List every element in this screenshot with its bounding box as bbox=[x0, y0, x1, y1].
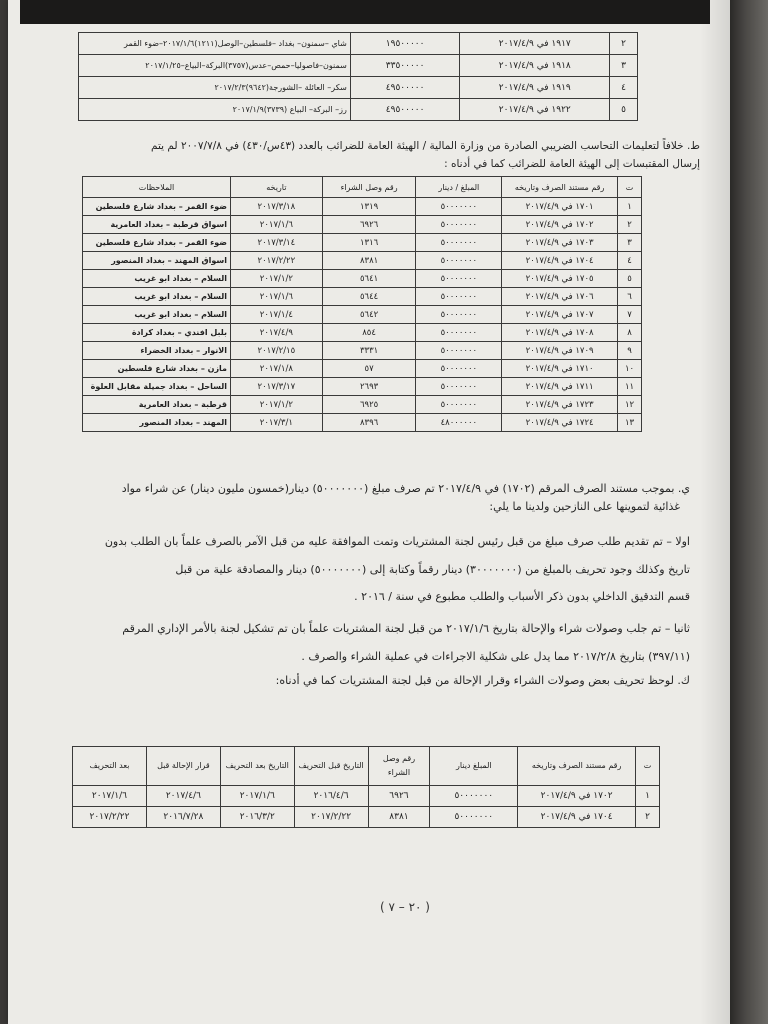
cell-amount: ٥٠٠٠٠٠٠٠ bbox=[416, 378, 502, 396]
paragraph-ya-line3: اولا – تم تقديم طلب صرف مبلغ من قبل رئيس لجنة المشتريات وتمت الموافقة عليه من قبل الآمر بالصرف علماً بان الطلب بدون bbox=[104, 535, 690, 548]
cell-document: ١٧٠٥ في ٢٠١٧/٤/٩ bbox=[502, 270, 618, 288]
cell-receipt: ٦٩٢٦ bbox=[322, 216, 416, 234]
cell-note: السلام – بغداد ابو غريب bbox=[83, 306, 231, 324]
cell-note: السلام – بغداد ابو غريب bbox=[83, 288, 231, 306]
cell-index: ١١ bbox=[618, 378, 642, 396]
table-row bbox=[83, 324, 642, 342]
cell-date: ٢٠١٧/١/٢ bbox=[231, 396, 323, 414]
background-edge bbox=[730, 0, 768, 1024]
cell-index: ٣ bbox=[618, 234, 642, 252]
cell-index: ٣ bbox=[610, 55, 638, 77]
cell-date: ٢٠١٧/٣/١ bbox=[231, 414, 323, 432]
table-cell: ١٧٠٢ في ٢٠١٧/٤/٩ bbox=[518, 786, 636, 807]
cell-note: اسواق المهند – بغداد المنصور bbox=[83, 252, 231, 270]
column-header: قرار الإحالة قبل bbox=[146, 747, 220, 786]
cell-date: ٢٠١٧/٢/٢٢ bbox=[231, 252, 323, 270]
cell-index: ٩ bbox=[618, 342, 642, 360]
column-header: رقم مستند الصرف وتاريخه bbox=[518, 747, 636, 786]
cell-receipt: ٨٣٨١ bbox=[322, 252, 416, 270]
table-cell: ٢٠١٧/١/٦ bbox=[73, 786, 147, 807]
cell-note: الانوار – بغداد الخضراء bbox=[83, 342, 231, 360]
table-row bbox=[83, 198, 642, 216]
cell-index: ٦ bbox=[618, 288, 642, 306]
page-fold-shadow bbox=[700, 0, 730, 1024]
paragraph-ta-line2: إرسال المقتبسات إلى الهيئة العامة للضرائب كما في أدناه : bbox=[444, 158, 700, 170]
table-row bbox=[83, 414, 642, 432]
cell-amount: ٥٠٠٠٠٠٠٠ bbox=[416, 198, 502, 216]
cell-document: ١٧١٠ في ٢٠١٧/٤/٩ bbox=[502, 360, 618, 378]
paragraph-ya-line1: ي. بموجب مستند الصرف المرقم (١٧٠٢) في ٢٠١٧/٤/٩ تم صرف مبلغ (٥٠٠٠٠٠٠٠) دينار(خمسون مليون دينار) عن شراء مواد bbox=[121, 482, 690, 495]
column-header: ت bbox=[618, 177, 642, 198]
cell-document: ١٧٠٨ في ٢٠١٧/٤/٩ bbox=[502, 324, 618, 342]
cell-document: ١٧٢٣ في ٢٠١٧/٤/٩ bbox=[502, 396, 618, 414]
cell-amount: ٥٠٠٠٠٠٠٠ bbox=[416, 324, 502, 342]
table-row bbox=[83, 288, 642, 306]
cell-amount: ٥٠٠٠٠٠٠٠ bbox=[416, 252, 502, 270]
table-row bbox=[79, 77, 638, 99]
cell-receipt: ٥٦٤١ bbox=[322, 270, 416, 288]
cell-date: ٢٠١٧/١/٢ bbox=[231, 270, 323, 288]
cell-amount: ٣٣٥٠٠٠٠٠ bbox=[350, 55, 460, 77]
cell-note: شاي –سمنون– بغداد –فلسطين–الوصل(١٢١١)٢٠١٧/١/٦–ضوء القمر bbox=[79, 33, 351, 55]
table-row bbox=[83, 396, 642, 414]
cell-amount: ٤٩٥٠٠٠٠٠ bbox=[350, 77, 460, 99]
column-header: الملاحظات bbox=[83, 177, 231, 198]
cell-receipt: ٥٧ bbox=[322, 360, 416, 378]
cell-index: ١ bbox=[618, 198, 642, 216]
page-number: ( ٢٠ – ٧ ) bbox=[380, 900, 430, 914]
table-cell: ١ bbox=[636, 786, 660, 807]
cell-index: ٥ bbox=[618, 270, 642, 288]
cell-amount: ٥٠٠٠٠٠٠٠ bbox=[416, 306, 502, 324]
cell-document: ١٧٢٤ في ٢٠١٧/٤/٩ bbox=[502, 414, 618, 432]
cell-amount: ٥٠٠٠٠٠٠٠ bbox=[416, 342, 502, 360]
table-cell: ١٧٠٤ في ٢٠١٧/٤/٩ bbox=[518, 807, 636, 828]
table-row bbox=[83, 306, 642, 324]
cell-amount: ٥٠٠٠٠٠٠٠ bbox=[416, 288, 502, 306]
cell-note: مازن – بغداد شارع فلسطين bbox=[83, 360, 231, 378]
table-cell: ٢٠١٧/١/٦ bbox=[220, 786, 294, 807]
table-row bbox=[83, 378, 642, 396]
cell-date: ٢٠١٧/٣/١٨ bbox=[231, 198, 323, 216]
column-header: التاريخ بعد التحريف bbox=[220, 747, 294, 786]
table-row bbox=[83, 360, 642, 378]
cell-index: ٨ bbox=[618, 324, 642, 342]
cell-receipt: ١٣١٦ bbox=[322, 234, 416, 252]
cell-document: ١٧٠٩ في ٢٠١٧/٤/٩ bbox=[502, 342, 618, 360]
cell-date: ٢٠١٧/١/٤ bbox=[231, 306, 323, 324]
cell-index: ١٠ bbox=[618, 360, 642, 378]
cell-index: ٤ bbox=[618, 252, 642, 270]
cell-amount: ٥٠٠٠٠٠٠٠ bbox=[416, 360, 502, 378]
cell-date: ٢٠١٧/٣/١٧ bbox=[231, 378, 323, 396]
cell-amount: ٤٨٠٠٠٠٠٠ bbox=[416, 414, 502, 432]
cell-note: سمنون–فاصوليا–حمص–عدس(٣٧٥٧)البركة–البياع–٢٠١٧/١/٢٥ bbox=[79, 55, 351, 77]
table-row bbox=[83, 342, 642, 360]
paragraph-ya-line6: ثانيا – تم جلب وصولات شراء والإحالة بتاريخ ٢٠١٧/١/٦ من قبل لجنة المشتريات علماً بان تم تشكيل لجنة بالأمر الإداري المرقم bbox=[122, 622, 690, 635]
column-header: بعد التحريف bbox=[73, 747, 147, 786]
table-row bbox=[79, 99, 638, 121]
table-cell: ٨٣٨١ bbox=[368, 807, 430, 828]
cell-document: ١٩١٩ في ٢٠١٧/٤/٩ bbox=[460, 77, 610, 99]
column-header: التاريخ قبل التحريف bbox=[294, 747, 368, 786]
cell-note: الساحل – بغداد جميلة مقابل العلوة bbox=[83, 378, 231, 396]
top-shadow bbox=[20, 0, 710, 24]
table-cell: ٢٠١٧/٤/٦ bbox=[146, 786, 220, 807]
cell-receipt: ٥٦٤٤ bbox=[322, 288, 416, 306]
cell-receipt: ٥٦٤٢ bbox=[322, 306, 416, 324]
table-cell: ٢٠١٦/٤/٦ bbox=[294, 786, 368, 807]
cell-note: اسواق قرطبة – بغداد العامرية bbox=[83, 216, 231, 234]
table-cell: ٦٩٢٦ bbox=[368, 786, 430, 807]
cell-document: ١٩١٧ في ٢٠١٧/٤/٩ bbox=[460, 33, 610, 55]
cell-note: المهند – بغداد المنصور bbox=[83, 414, 231, 432]
cell-receipt: ١٣١٩ bbox=[322, 198, 416, 216]
cell-note: بلبل افندي – بغداد كرادة bbox=[83, 324, 231, 342]
column-header: ت bbox=[636, 747, 660, 786]
cell-receipt: ٨٣٩٦ bbox=[322, 414, 416, 432]
cell-date: ٢٠١٧/١/٦ bbox=[231, 288, 323, 306]
table-cell: ٥٠٠٠٠٠٠٠ bbox=[430, 807, 518, 828]
table-cell: ٢ bbox=[636, 807, 660, 828]
cell-amount: ٥٠٠٠٠٠٠٠ bbox=[416, 216, 502, 234]
cell-document: ١٧٠١ في ٢٠١٧/٤/٩ bbox=[502, 198, 618, 216]
table-cell: ٥٠٠٠٠٠٠٠ bbox=[430, 786, 518, 807]
cell-document: ١٧٠٤ في ٢٠١٧/٤/٩ bbox=[502, 252, 618, 270]
table-tax-excerpts bbox=[82, 176, 642, 432]
table-purchases-continued bbox=[78, 32, 638, 121]
paragraph-ya-line4: تاريخ وكذلك وجود تحريف بالمبلغ من (٣٠٠٠٠٠٠٠) دينار رقماً وكتابة إلى (٥٠٠٠٠٠٠٠) دينار والمصادقة علية من قبل bbox=[175, 563, 690, 576]
table-row bbox=[73, 786, 660, 807]
table-cell: ٢٠١٦/٣/٢ bbox=[220, 807, 294, 828]
paragraph-ya-line2: غذائية لتموينها على النازحين ولدينا ما يلي: bbox=[489, 500, 680, 513]
table-cell: ٢٠١٧/٢/٢٢ bbox=[73, 807, 147, 828]
cell-receipt: ٢٦٩٣ bbox=[322, 378, 416, 396]
paragraph-ya-line5: قسم التدقيق الداخلي بدون ذكر الأسباب والطلب مطبوع في سنة / ٢٠١٦ . bbox=[354, 590, 690, 603]
table-row bbox=[83, 270, 642, 288]
cell-receipt: ٣٣٣١ bbox=[322, 342, 416, 360]
cell-amount: ٥٠٠٠٠٠٠٠ bbox=[416, 396, 502, 414]
cell-amount: ٥٠٠٠٠٠٠٠ bbox=[416, 234, 502, 252]
cell-document: ١٩١٨ في ٢٠١٧/٤/٩ bbox=[460, 55, 610, 77]
cell-index: ٢ bbox=[618, 216, 642, 234]
column-header: رقم وصل الشراء bbox=[322, 177, 416, 198]
column-header: رقم مستند الصرف وتاريخه bbox=[502, 177, 618, 198]
cell-amount: ٤٩٥٠٠٠٠٠ bbox=[350, 99, 460, 121]
table-row bbox=[73, 807, 660, 828]
cell-date: ٢٠١٧/٤/٩ bbox=[231, 324, 323, 342]
paragraph-ya-line7: (٣٩٧/١١) بتاريخ ٢٠١٧/٢/٨ مما يدل على شكلية الاجراءات في عملية الشراء والصرف . bbox=[301, 650, 690, 663]
cell-document: ١٧٠٧ في ٢٠١٧/٤/٩ bbox=[502, 306, 618, 324]
column-header: رقم وصل الشراء bbox=[368, 747, 430, 786]
paragraph-ka: ك. لوحظ تحريف بعض وصولات الشراء وقرار الإحالة من قبل لجنة المشتريات كما في أدناه: bbox=[275, 674, 690, 687]
cell-document: ١٧٠٢ في ٢٠١٧/٤/٩ bbox=[502, 216, 618, 234]
cell-document: ١٧١١ في ٢٠١٧/٤/٩ bbox=[502, 378, 618, 396]
cell-note: رز– البركة– البياع (٣٧٣٩)٢٠١٧/١/٩ bbox=[79, 99, 351, 121]
cell-index: ٧ bbox=[618, 306, 642, 324]
table-row bbox=[79, 33, 638, 55]
cell-document: ١٧٠٦ في ٢٠١٧/٤/٩ bbox=[502, 288, 618, 306]
column-header: المبلغ دينار bbox=[430, 747, 518, 786]
table-cell: ٢٠١٦/٧/٢٨ bbox=[146, 807, 220, 828]
table-cell: ٢٠١٧/٢/٢٢ bbox=[294, 807, 368, 828]
cell-index: ١٣ bbox=[618, 414, 642, 432]
cell-note: سكر– العائلة –الشورجة(٩٦٤٢)٢٠١٧/٢/٣ bbox=[79, 77, 351, 99]
table-row bbox=[83, 234, 642, 252]
cell-date: ٢٠١٧/١/٨ bbox=[231, 360, 323, 378]
cell-index: ١٢ bbox=[618, 396, 642, 414]
paragraph-ta-line1: ط. خلافاً لتعليمات التحاسب الضريبي الصادرة من وزارة المالية / الهيئة العامة للضرائب بالعدد (٤٣س/٤٣٠) في ٢٠٠٧/٧/٨ لم يتم bbox=[151, 140, 700, 152]
cell-index: ٤ bbox=[610, 77, 638, 99]
cell-document: ١٧٠٣ في ٢٠١٧/٤/٩ bbox=[502, 234, 618, 252]
cell-amount: ١٩٥٠٠٠٠٠ bbox=[350, 33, 460, 55]
cell-date: ٢٠١٧/١/٦ bbox=[231, 216, 323, 234]
column-header: المبلغ / دينار bbox=[416, 177, 502, 198]
cell-index: ٢ bbox=[610, 33, 638, 55]
cell-note: ضوء القمر – بغداد شارع فلسطين bbox=[83, 198, 231, 216]
cell-date: ٢٠١٧/٣/١٤ bbox=[231, 234, 323, 252]
cell-note: السلام – بغداد ابو غريب bbox=[83, 270, 231, 288]
cell-amount: ٥٠٠٠٠٠٠٠ bbox=[416, 270, 502, 288]
cell-receipt: ٨٥٤ bbox=[322, 324, 416, 342]
column-header: تاريخه bbox=[231, 177, 323, 198]
cell-document: ١٩٢٢ في ٢٠١٧/٤/٩ bbox=[460, 99, 610, 121]
table-row bbox=[83, 252, 642, 270]
cell-note: قرطبة – بغداد العامرية bbox=[83, 396, 231, 414]
cell-date: ٢٠١٧/٢/١٥ bbox=[231, 342, 323, 360]
table-alterations bbox=[72, 746, 660, 828]
cell-note: ضوء القمر – بغداد شارع فلسطين bbox=[83, 234, 231, 252]
table-row bbox=[79, 55, 638, 77]
cell-receipt: ٦٩٢٥ bbox=[322, 396, 416, 414]
cell-index: ٥ bbox=[610, 99, 638, 121]
table-row bbox=[83, 216, 642, 234]
